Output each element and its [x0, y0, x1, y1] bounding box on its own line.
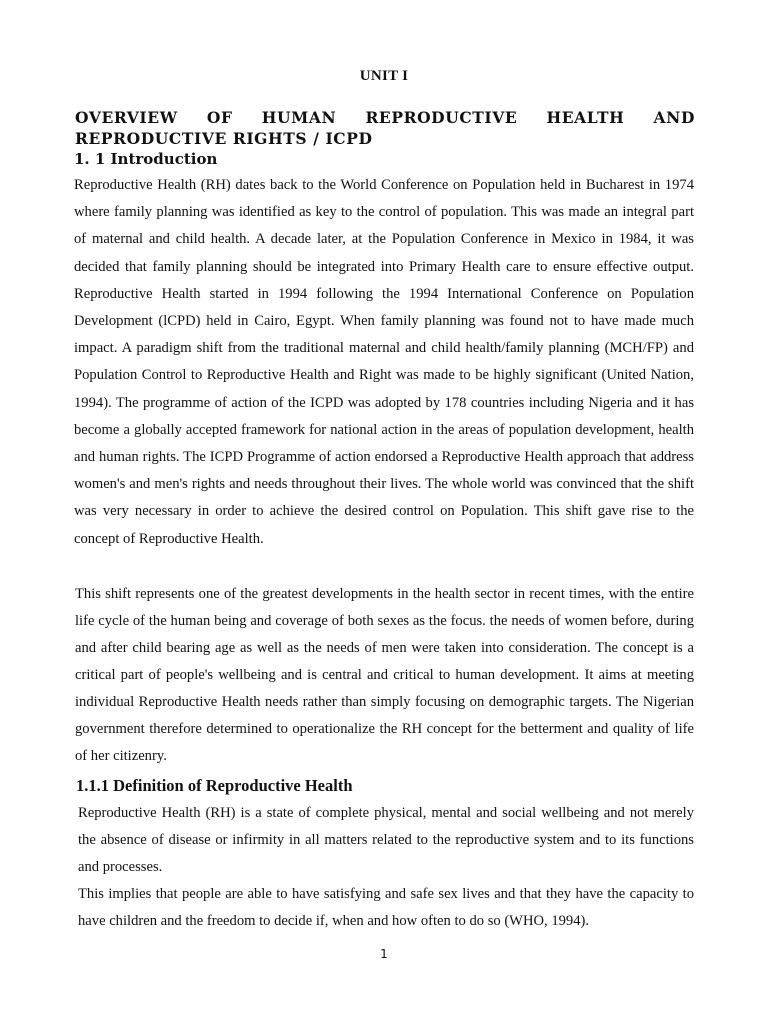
introduction-paragraph-2: This shift represents one of the greatest developments in the health sector in recent times, with the entire life cycle of the human being and coverage of both sexes as the focus. the needs of women before, during and after child bearing age as well as the needs of men were taken into consideration. The concept is a critical part of people's wellbeing and is central and critical to human development. It aims at meeting individual Reproductive Health needs rather than simply focusing on demographic targets. The Nigerian government therefore determined to operationalize the RH concept for the betterment and quality of life of her citizenry. [75, 586, 694, 764]
main-title: OVERVIEW OF HUMAN REPRODUCTIVE HEALTH AND REPRODUCTIVE RIGHTS / ICPD [75, 108, 695, 148]
page-number: 1 [380, 947, 388, 961]
section-heading-definition: 1.1.1 Definition of Reproductive Health [76, 776, 353, 795]
unit-title: UNIT I [359, 68, 409, 84]
definition-paragraph-2: This implies that people are able to have satisfying and safe sex lives and that they have the capacity to have children and the freedom to decide if, when and how often to do so (WHO, 1994). [78, 886, 694, 929]
definition-paragraph-1: Reproductive Health (RH) is a state of complete physical, mental and social wellbeing and not merely the absence of disease or infirmity in all matters related to the reproductive system and to its functions and processes. [78, 805, 694, 875]
section-heading-introduction: 1. 1 Introduction [74, 150, 218, 168]
introduction-paragraph-1: Reproductive Health (RH) dates back to the World Conference on Population held in Bucharest in 1974 where family planning was identified as key to the control of population. This was made an integral part of maternal and child health. A decade later, at the Population Conference in Mexico in 1984, it was decided that family planning should be integrated into Primary Health care to ensure effective output. Reproductive Health started in 1994 following the 1994 International Conference on Population Development (lCPD) held in Cairo, Egypt. When family planning was found not to have made much impact. A paradigm shift from the traditional maternal and child health/family planning (MCH/FP) and Population Control to Reproductive Health and Right was made to be highly significant (United Nation, 1994). The programme of action of the ICPD was adopted by 178 countries including Nigeria and it has become a globally accepted framework for national action in the areas of population development, health and human rights. The ICPD Programme of action endorsed a Reproductive Health approach that address women's and men's rights and needs throughout their lives. The whole world was convinced that the shift was very necessary in order to achieve the desired control on Population. This shift gave rise to the concept of Reproductive Health. [74, 177, 694, 547]
